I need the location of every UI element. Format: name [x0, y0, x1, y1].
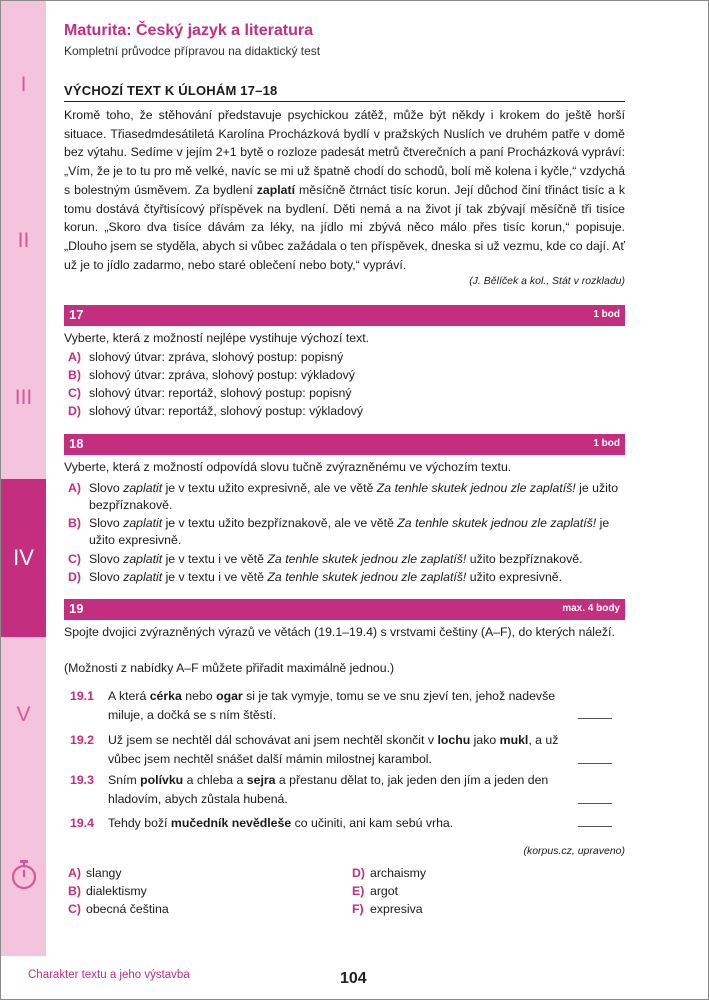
chapter-tab-2[interactable]: II [17, 229, 30, 252]
item-number: 19.3 [70, 773, 94, 787]
task-18-question: Vyberte, která z možností odpovídá slovu tučně zvýrazněnému ve výchozím textu. [64, 460, 512, 474]
choice-f: F) expresiva [352, 902, 423, 916]
task-number: 18 [69, 436, 84, 451]
highlighted-expression: ogar [216, 689, 243, 703]
page-number: 104 [340, 970, 367, 987]
source-text-heading: VÝCHOZÍ TEXT K ÚLOHÁM 17–18 [64, 83, 625, 102]
item-sentence: Už jsem se nechtěl dál schovávat ani jsem nechtěl skončit v lochu jako mukl, a už vůbec jsem nechtěl snášet další mámin milostnej karambol. [108, 733, 559, 766]
item-number: 19.4 [70, 816, 94, 830]
task-number: 17 [69, 307, 84, 322]
highlighted-expression: mukl [499, 733, 529, 747]
answer-blank-19-4[interactable] [578, 826, 612, 827]
highlighted-expression: sejra [246, 773, 276, 787]
item-sentence: Sním polívku a chleba a sejra a přestanu dělat to, jak jeden den jím a jeden den hladovím, abych zůstala hubená. [108, 773, 549, 806]
footer-section-title: Charakter textu a jeho výstavba [28, 969, 190, 981]
task-17-header [64, 305, 625, 326]
task-points: 1 bod [593, 438, 620, 449]
choice-e: E) argot [352, 884, 399, 898]
task-19-note: (Možnosti z nabídky A–F můžete přiřadit maximálně jednou.) [64, 661, 395, 675]
item-sentence: Tehdy boží mučedník nevědleše co učiniti, ani kam sebú vrha. [108, 816, 454, 830]
choice-c: C) obecná čeština [68, 902, 169, 916]
item-number: 19.2 [70, 733, 94, 747]
task-19-header [64, 599, 625, 620]
highlighted-expression: polívku [140, 773, 184, 787]
choice-d: D) archaismy [352, 866, 427, 880]
chapter-tab-5[interactable]: V [16, 703, 31, 726]
choice-a: A) slangy [68, 866, 122, 880]
source-citation: (J. Bělíček a kol., Stát v rozkladu) [469, 275, 625, 287]
highlighted-expression: mučedník nevědleše [170, 816, 292, 830]
item-number: 19.1 [70, 689, 94, 703]
task-19-question: Spojte dvojici zvýrazněných výrazů ve větách (19.1–19.4) s vrstvami češtiny (A–F), do kterých náleží. [64, 625, 615, 639]
chapter-sidebar [1, 1, 46, 956]
item-sentence: A která cérka nebo ogar si je tak vymyje, tomu se ve snu zjeví ten, jehož nadevše miluje, a dočká se s ním štěstí. [108, 689, 556, 722]
task-17-question: Vyberte, která z možností nejlépe vystihuje výchozí text. [64, 331, 370, 345]
book-title: Maturita: Český jazyk a literatura [64, 22, 313, 39]
answer-blank-19-2[interactable] [578, 763, 612, 764]
task-19-citation: (korpus.cz, upraveno) [523, 845, 625, 857]
chapter-tab-4[interactable]: IV [13, 545, 34, 570]
answer-blank-19-1[interactable] [578, 718, 612, 719]
task-18-header [64, 434, 625, 455]
chapter-tab-1[interactable]: I [20, 73, 27, 96]
highlighted-expression: lochu [437, 733, 471, 747]
chapter-tab-3[interactable]: III [14, 386, 33, 409]
highlighted-word: zaplatí [256, 182, 296, 197]
choice-b: B) dialektismy [68, 884, 147, 898]
task-points: 1 bod [593, 309, 620, 320]
source-text: Kromě toho, že stěhování představuje psychickou zátěž, může být někdy i krokem do ještě horší situace. Třiasedmdesátiletá Karolína Procházková bydlí v pražských Nuslích ve druhém patře v domě bez výtahu. Sedíme v jejím 2+1 bytě o rozloze padesát metrů čtverečních a paní Procházková vypráví: „Vím, že je to tu pro mě velké, navíc se mi už špatně chodí do schodů, bolí mě kolena i kyčle,“ vzdychá s bolestným úsměvem. Za bydlení zaplatí měsíčně čtrnáct tisíc korun. Její důchod činí třináct tisíc a k tomu dostává čtyřtisícový příspěvek na bydlení. Děti nemá a na život jí tak zbývají měsíčně tři tisíce korun. „Skoro dva tisíce dávám za léky, na jídlo mi zbývá něco málo přes tisíc korun,“ popisuje. „Dlouho jsem se styděla, abych si vůbec zažádala o ten příspěvek, dneska si už vezmu, kde co dají. Ať už je to jídlo zadarmo, nebo staré oblečení nebo boty,“ vypráví. [64, 108, 626, 272]
task-points: max. 4 body [562, 603, 620, 614]
task-number: 19 [69, 601, 84, 616]
highlighted-expression: cérka [149, 689, 182, 703]
stopwatch-icon [11, 859, 37, 891]
answer-blank-19-3[interactable] [578, 803, 612, 804]
book-subtitle: Kompletní průvodce přípravou na didaktický test [64, 44, 321, 58]
